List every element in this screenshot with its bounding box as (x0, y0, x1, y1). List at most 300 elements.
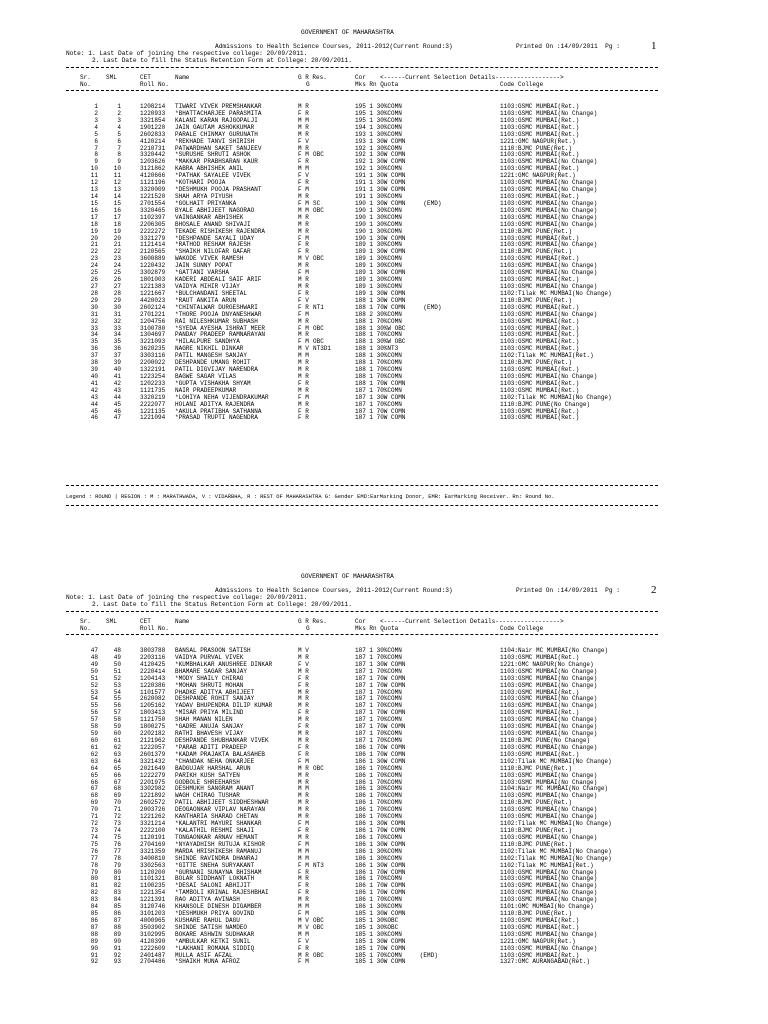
cell-cet-roll: 1222279 (140, 771, 166, 779)
cell-sr: 18 (90, 220, 98, 228)
cell-cet-roll: 1202233 (140, 379, 166, 387)
cell-sr: 85 (90, 910, 98, 918)
cell-sr: 72 (90, 820, 98, 828)
cell-cet-roll: 1322191 (140, 366, 166, 374)
cell-name: PARALE CHINMAY GURUNATH (175, 130, 258, 138)
cell-gr: F R (298, 248, 309, 256)
cell-sml: 86 (113, 910, 121, 918)
cell-college: 1110:BJMC PUNE(Ret.) (500, 359, 573, 367)
cell-gr: M R (298, 806, 309, 814)
cell-marks-quota: 187 1 70%COMN (355, 653, 402, 661)
cell-sr: 60 (90, 736, 98, 744)
cell-cet-roll: 3302982 (140, 785, 166, 793)
cell-marks-quota: 187 1 70%COMN (355, 400, 402, 408)
cell-cet-roll: 1203626 (140, 158, 166, 166)
cell-college: 1110:BJMC PUNE(Ret.) (500, 296, 573, 304)
cell-sr: 87 (90, 923, 98, 931)
cell-college: 1103:GSMC MUMBAI(No Change) (500, 730, 598, 738)
cell-name: SHINDE SATISH NAMDEO (175, 923, 248, 931)
cell-cet-roll: 1221383 (140, 282, 166, 290)
cell-sml: 75 (113, 833, 121, 841)
cell-marks-quota: 185 1 70W COMN (355, 944, 406, 952)
cell-name: *AKULA PRATIBHA SATHANNA (175, 407, 262, 415)
cell-marks-quota: 186 1 30W COMN (355, 820, 406, 828)
cell-name: WAKODE VIVEK RAMESH (175, 255, 244, 263)
cell-sml: 69 (113, 792, 121, 800)
cell-college: 1103:GSMC MUMBAI(No Change) (500, 723, 598, 731)
cell-name: *MISAR PRIYA MILIND (175, 709, 244, 717)
cell-res: NT1 (313, 303, 324, 311)
cell-sml: 23 (113, 255, 121, 263)
cell-marks-quota: 188 1 30%NT3 (355, 345, 399, 353)
cell-marks-quota: 186 1 30W COMN (355, 757, 406, 765)
cell-sr: 48 (90, 653, 98, 661)
cell-sr: 17 (90, 213, 98, 221)
cell-sml: 81 (113, 875, 121, 883)
cell-sml: 59 (113, 723, 121, 731)
cell-gr: F R (298, 407, 309, 415)
page-number: 2 (651, 584, 657, 596)
cell-sml: 87 (113, 916, 121, 924)
cell-college: 1102:Tilak MC MUMBAI(No Change) (500, 854, 612, 862)
cell-sml: 33 (113, 324, 121, 332)
cell-gr: F R (298, 944, 309, 952)
cell-college: 1103:GSMC MUMBAI(No Change) (500, 179, 598, 187)
cell-sml: 17 (113, 213, 121, 221)
note-2: 2. Last Date to fill the Status Retention Form at College: 20/09/2011. (92, 57, 352, 64)
cell-gr: M V (298, 255, 309, 263)
cell-sr: 20 (90, 234, 98, 242)
cell-sml: 19 (113, 227, 121, 235)
cell-name: BANSAL PRASOON SATISH (175, 647, 251, 654)
cell-sr: 4 (94, 123, 98, 131)
cell-cet-roll: 2222077 (140, 400, 166, 408)
cell-sr: 65 (90, 771, 98, 779)
cell-sr: 24 (90, 262, 98, 270)
col-cet: CET (140, 618, 151, 625)
cell-gr: F V (298, 296, 309, 304)
cell-sml: 41 (113, 372, 121, 380)
cell-marks-quota: 189 1 30W COMN (355, 248, 406, 256)
cell-sr: 67 (90, 785, 98, 793)
cell-marks-quota: 186 1 70W COMN (355, 889, 406, 897)
cell-name: JAIN SUNNY POPAT (175, 262, 233, 270)
cell-res: OBC (313, 764, 324, 772)
cell-name: BYALE ABHIJEET NAGORAO (175, 206, 255, 214)
col-roll: Roll No. (140, 81, 169, 88)
col-current: <------Current Selection Details------------------> (380, 74, 564, 81)
cell-gr: M R (298, 778, 309, 786)
col-sr: Sr. (80, 74, 91, 81)
cell-marks-quota: 186 1 30W COMN (355, 861, 406, 869)
col-gr: G R Res. (298, 618, 327, 625)
col-g: G (306, 81, 310, 88)
cell-name: *KOTHARI POOJA (175, 179, 226, 187)
cell-gr: M V (298, 916, 309, 924)
cell-college: 1103:GSMC MUMBAI(No Change) (500, 695, 598, 703)
cell-sml: 36 (113, 345, 121, 353)
cell-cet-roll: 3101203 (140, 910, 166, 918)
cell-name: *HILALPURE SANDHYA (175, 338, 240, 346)
cell-cet-roll: 3600889 (140, 255, 166, 263)
cell-college: 1110:BJMC PUNE(Ret.) (500, 227, 573, 235)
cell-gr: M R (298, 317, 309, 325)
cell-cet-roll: 2200022 (140, 359, 166, 367)
cell-marks-quota: 192 1 30%COMN (355, 165, 402, 173)
cell-name: *KALANTRI MAYURI SHANKAR (175, 820, 262, 828)
legend-rule-bottom (66, 505, 658, 506)
cell-gr: F R (298, 289, 309, 297)
cell-sml: 76 (113, 840, 121, 848)
table-body (0, 104, 768, 422)
cell-sr: 33 (90, 324, 98, 332)
cell-res: SC (313, 199, 321, 207)
cell-sr: 19 (90, 227, 98, 235)
cell-name: *PARAB ADITI PRADEEP (175, 743, 248, 751)
cell-gr: M R (298, 213, 309, 221)
cell-college: 1103:GSMC MUMBAI(No Change) (500, 868, 598, 876)
cell-cet-roll: 1102397 (140, 213, 166, 221)
cell-sml: 35 (113, 338, 121, 346)
cell-college: 1103:GSMC MUMBAI(No Change) (500, 213, 598, 221)
cell-sr: 75 (90, 840, 98, 848)
cell-sr: 89 (90, 937, 98, 945)
cell-sml: 55 (113, 695, 121, 703)
cell-name: RAO ADITYA AVINASH (175, 896, 240, 904)
cell-sr: 62 (90, 750, 98, 758)
cell-gr: F R (298, 379, 309, 387)
cell-gr: F R (298, 303, 309, 311)
cell-res: OBC (313, 324, 324, 332)
cell-sr: 7 (94, 144, 98, 152)
cell-sr: 76 (90, 847, 98, 855)
cell-marks-quota: 187 1 30W COMN (355, 393, 406, 401)
cell-name: TEKADE RISHIKESH RAJENDRA (175, 227, 266, 235)
col-roll: Roll No. (140, 625, 169, 632)
cell-sml: 84 (113, 896, 121, 904)
cell-cet-roll: 1800275 (140, 723, 166, 731)
cell-cet-roll: 2222272 (140, 227, 166, 235)
cell-sml: 82 (113, 882, 121, 890)
cell-sr: 21 (90, 241, 98, 249)
cell-college: 1102:Tilak MC MUMBAI(Ret.) (500, 352, 594, 360)
cell-college: 1103:GSMC MUMBAI(Ret.) (500, 130, 580, 138)
cell-sr: 82 (90, 889, 98, 897)
cell-sr: 74 (90, 833, 98, 841)
cell-college: 1104:Nair MC MUMBAI(No Change) (500, 647, 609, 654)
cell-sml: 64 (113, 757, 121, 765)
header-rule-bottom (66, 90, 658, 91)
cell-res: OBC (313, 951, 324, 959)
cell-cet-roll: 1304697 (140, 331, 166, 339)
cell-gr: F R (298, 158, 309, 166)
cell-name: DEOGAONKAR VIPLAV NARAYAN (175, 806, 266, 814)
cell-name: TIWARI VIVEK PREMSHANKAR (175, 103, 262, 110)
gov-header: GOVERNMENT OF MAHARASHTRA (301, 573, 394, 580)
cell-sr: 50 (90, 667, 98, 675)
cell-name: *BULCHANDANI SHEETAL (175, 289, 248, 297)
cell-sml: 5 (117, 130, 121, 138)
cell-marks-quota: 187 1 70%COMN (355, 730, 402, 738)
cell-sr: 25 (90, 269, 98, 277)
cell-sr: 64 (90, 764, 98, 772)
cell-name: *GUPTA VISHAKHA SHYAM (175, 379, 251, 387)
cell-cet-roll: 3803788 (140, 647, 166, 654)
cell-name: RATHI BHAVESH VIJAY (175, 730, 244, 738)
cell-sr: 3 (94, 116, 98, 124)
cell-marks-quota: 194 1 30%COMN (355, 123, 402, 131)
cell-name: NAIR PRADEEPKUMAR (175, 386, 237, 394)
cell-cet-roll: 3320219 (140, 393, 166, 401)
cell-gr: F R (298, 723, 309, 731)
cell-res: OBC (313, 338, 324, 346)
cell-sml: 26 (113, 276, 121, 284)
cell-name: *THORE POOJA DNYANESHWAR (175, 310, 262, 318)
cell-cet-roll: 3321854 (140, 116, 166, 124)
cell-college: 1110:BJMC PUNE(Ret.) (500, 764, 573, 772)
cell-sml: 20 (113, 234, 121, 242)
cell-name: *GITTE SNEHA SURYAKANT (175, 861, 255, 869)
cell-cet-roll: 1204143 (140, 674, 166, 682)
cell-college: 1103:GSMC MUMBAI(Ret.) (500, 276, 580, 284)
cell-gr: M R (298, 276, 309, 284)
cell-college: 1102:Tilak MC MUMBAI(No Change) (500, 847, 612, 855)
cell-sr: 11 (90, 172, 98, 180)
cell-college: 1103:GSMC MUMBAI(Ret.) (500, 366, 580, 374)
cell-gr: M R (298, 833, 309, 841)
cell-cet-roll: 2602833 (140, 130, 166, 138)
cell-sml: 12 (113, 179, 121, 187)
cell-college: 1103:GSMC MUMBAI(No Change) (500, 681, 598, 689)
col-mks: Mks Rn Quota (355, 625, 399, 632)
cell-marks-quota: 188 1 70%COMN (355, 359, 402, 367)
cell-sr: 86 (90, 916, 98, 924)
cell-sr: 37 (90, 352, 98, 360)
cell-name: *SHAIKH NILOFAR GAFAR (175, 248, 251, 256)
cell-cet-roll: 1100235 (140, 882, 166, 890)
cell-sr: 32 (90, 317, 98, 325)
cell-gr: F M (298, 393, 309, 401)
cell-cet-roll: 1221520 (140, 192, 166, 200)
cell-cet-roll: 1220933 (140, 109, 166, 117)
cell-sml: 77 (113, 847, 121, 855)
cell-name: SHAH ARYA PIYUSH (175, 192, 233, 200)
cell-sml: 74 (113, 826, 121, 834)
cell-marks-quota: 185 1 30%COMN (355, 930, 402, 938)
cell-sml: 46 (113, 407, 121, 415)
cell-name: *KUMBHALKAR ANUSHREE DINKAR (175, 660, 273, 668)
cell-name: *SYEDA AYESHA ISHRAT MEER (175, 324, 266, 332)
cell-sml: 1 (117, 103, 121, 110)
cell-sml: 40 (113, 366, 121, 374)
cell-cet-roll: 3320465 (140, 206, 166, 214)
cell-gr: M R (298, 875, 309, 883)
cell-sml: 52 (113, 674, 121, 682)
cell-gr: M R (298, 282, 309, 290)
cell-sml: 49 (113, 653, 121, 661)
cell-cet-roll: 2601379 (140, 750, 166, 758)
cell-college: 1103:GSMC MUMBAI(No Change) (500, 778, 598, 786)
cell-name: DESHPANDE UMANG ROHIT (175, 359, 251, 367)
cell-college: 1103:GSMC MUMBAI(Ret.) (500, 303, 580, 311)
cell-sml: 71 (113, 806, 121, 814)
cell-cet-roll: 1223254 (140, 372, 166, 380)
cell-sr: 83 (90, 896, 98, 904)
cell-sml: 65 (113, 764, 121, 772)
cell-marks-quota: 187 1 70%COMN (355, 688, 402, 696)
cell-college: 1103:GSMC MUMBAI(No Change) (500, 206, 598, 214)
cell-sml: 57 (113, 709, 121, 717)
cell-name: *DESHMUKH POOJA PRASHANT (175, 186, 262, 194)
cell-sr: 1 (94, 103, 98, 110)
cell-name: *LOHIYA NEHA VIJENDRAKUMAR (175, 393, 269, 401)
cell-name: *KADAM PRAJAKTA BALASAHEB (175, 750, 266, 758)
cell-marks-quota: 186 1 70%COMN (355, 771, 402, 779)
cell-gr: M M (298, 116, 309, 124)
cell-cet-roll: 1208214 (140, 103, 166, 110)
cell-cet-roll: 3221093 (140, 338, 166, 346)
cell-gr: M R (298, 386, 309, 394)
table-body (0, 648, 768, 966)
cell-cet-roll: 3100780 (140, 324, 166, 332)
cell-cet-roll: 2021649 (140, 764, 166, 772)
cell-college: 1103:GSMC MUMBAI(Ret.) (500, 123, 580, 131)
cell-cet-roll: 2620082 (140, 695, 166, 703)
cell-gr: F R (298, 674, 309, 682)
cell-gr: M M (298, 930, 309, 938)
cell-name: *CHANDAK NEHA ONKARJEE (175, 757, 255, 765)
cell-marks-quota: 195 1 30%COMN (355, 116, 402, 124)
cell-marks-quota: 186 1 70%COMN (355, 799, 402, 807)
cell-name: *SURUSHE SHRUTI ASHOK (175, 151, 251, 159)
cell-gr: M R (298, 192, 309, 200)
col-code: Code College (500, 81, 544, 88)
cell-marks-quota: 185 1 30W COMN (355, 937, 406, 945)
cell-gr: M R (298, 730, 309, 738)
cell-gr: M V (298, 345, 309, 353)
cell-cet-roll: 1121414 (140, 241, 166, 249)
cell-sml: 29 (113, 296, 121, 304)
cell-sr: 27 (90, 282, 98, 290)
cell-cet-roll: 2602124 (140, 303, 166, 311)
cell-marks-quota: 191 1 30W COMN (355, 179, 406, 187)
cell-gr: F M (298, 234, 309, 242)
cell-sr: 71 (90, 813, 98, 821)
cell-gr: F M (298, 958, 309, 966)
col-code: Code College (500, 625, 544, 632)
cell-cet-roll: 3320009 (140, 186, 166, 194)
cell-sml: 11 (113, 172, 121, 180)
cell-marks-quota: 188 1 30%COMN (355, 352, 402, 360)
cell-college: 1103:GSMC MUMBAI(No Change) (500, 930, 598, 938)
cell-sr: 6 (94, 137, 98, 145)
cell-sr: 78 (90, 861, 98, 869)
cell-name: BOLAR SIDDHANT LOKNATH (175, 875, 255, 883)
cell-marks-quota: 186 1 30%COMN (355, 847, 402, 855)
cell-gr: M R (298, 771, 309, 779)
cell-marks-quota: 187 1 70%COMN (355, 736, 402, 744)
cell-college: 1103:GSMC MUMBAI(Ret.) (500, 338, 580, 346)
cell-name: *DESAI SALONI ABHIJIT (175, 882, 251, 890)
cell-res: OBC (313, 255, 324, 263)
cell-college: 1110:BJMC PUNE(No Change) (500, 736, 591, 744)
cell-name: BADGUJAR HARSHAL ARUN (175, 764, 251, 772)
cell-cet-roll: 1101577 (140, 688, 166, 696)
cell-name: *MAKKAR PRABHSARAN KAUR (175, 158, 258, 166)
cell-sml: 80 (113, 868, 121, 876)
cell-cet-roll: 3320442 (140, 151, 166, 159)
col-cet: CET (140, 74, 151, 81)
cell-cet-roll: 2003726 (140, 806, 166, 814)
cell-cet-roll: 3321279 (140, 234, 166, 242)
cell-sml: 42 (113, 379, 121, 387)
cell-college: 1103:GSMC MUMBAI(Ret.) (500, 103, 580, 110)
cell-name: GODBOLE SHREEHARSH (175, 778, 240, 786)
cell-college: 1103:GSMC MUMBAI(No Change) (500, 875, 598, 883)
cell-name: *BHATTACHARJEE PARASMITA (175, 109, 262, 117)
cell-name: SHAH MANAN NILEN (175, 716, 233, 724)
cell-sr: 51 (90, 674, 98, 682)
cell-marks-quota: 189 1 30%COMN (355, 255, 402, 263)
cell-marks-quota: 186 1 70%COMN (355, 813, 402, 821)
cell-name: KALANI KARAN RAJGOPALJI (175, 116, 258, 124)
cell-gr: F M (298, 338, 309, 346)
cell-sml: 3 (117, 116, 121, 124)
cell-marks-quota: 189 1 30W COMN (355, 289, 406, 297)
cell-marks-quota: 186 1 70W COMN (355, 743, 406, 751)
cell-cet-roll: 4120425 (140, 660, 166, 668)
cell-sr: 46 (90, 414, 98, 422)
cell-sr: 14 (90, 192, 98, 200)
cell-cet-roll: 1121196 (140, 179, 166, 187)
cell-college: 1103:GSMC MUMBAI(Ret.) (500, 324, 580, 332)
cell-college: 1110:BJMC PUNE(Ret.) (500, 799, 573, 807)
cell-gr: M R (298, 220, 309, 228)
cell-sr: 53 (90, 688, 98, 696)
cell-marks-quota: 191 1 30W COMN (355, 186, 406, 194)
cell-cet-roll: 3302879 (140, 269, 166, 277)
cell-cet-roll: 2704169 (140, 840, 166, 848)
cell-college: 1103:GSMC MUMBAI(No Change) (500, 944, 598, 952)
cell-gr: F R (298, 868, 309, 876)
cell-marks-quota: 185 1 30%OBC (355, 923, 399, 931)
cell-name: *LAKHANI ROMANA SIDDIQ (175, 944, 255, 952)
cell-gr: M R (298, 792, 309, 800)
cell-college: 1221:GMC NAGPUR(Ret.) (500, 172, 576, 180)
cell-college: 1110:BJMC PUNE(Ret.) (500, 144, 573, 152)
cell-cet-roll: 2222100 (140, 826, 166, 834)
cell-sr: 35 (90, 338, 98, 346)
cell-marks-quota: 189 1 30%COMN (355, 282, 402, 290)
cell-college: 1103:GSMC MUMBAI(No Change) (500, 262, 598, 270)
cell-gr: M R (298, 400, 309, 408)
col-sml: SML (106, 74, 117, 81)
cell-marks-quota: 188 1 70W COMN (EMD) (355, 303, 442, 311)
cell-marks-quota: 187 1 70W COMN (355, 674, 406, 682)
cell-name: *TAMBOLI KRINAL RAJESHBHAI (175, 889, 269, 897)
cell-name: *PRASAD TRUPTI NAGENDRA (175, 414, 258, 422)
cell-marks-quota: 188 1 70W COMN (355, 379, 406, 387)
cell-college: 1103:GSMC MUMBAI(Ret.) (500, 255, 580, 263)
cell-sr: 41 (90, 379, 98, 387)
cell-college: 1103:GSMC MUMBAI(No Change) (500, 241, 598, 249)
cell-sr: 80 (90, 875, 98, 883)
cell-marks-quota: 188 1 70%COMN (355, 317, 402, 325)
cell-cet-roll: 1120191 (140, 833, 166, 841)
table-row (0, 959, 768, 966)
col-cor: Cor (355, 618, 366, 625)
cell-marks-quota: 187 1 70%COMN (355, 667, 402, 675)
